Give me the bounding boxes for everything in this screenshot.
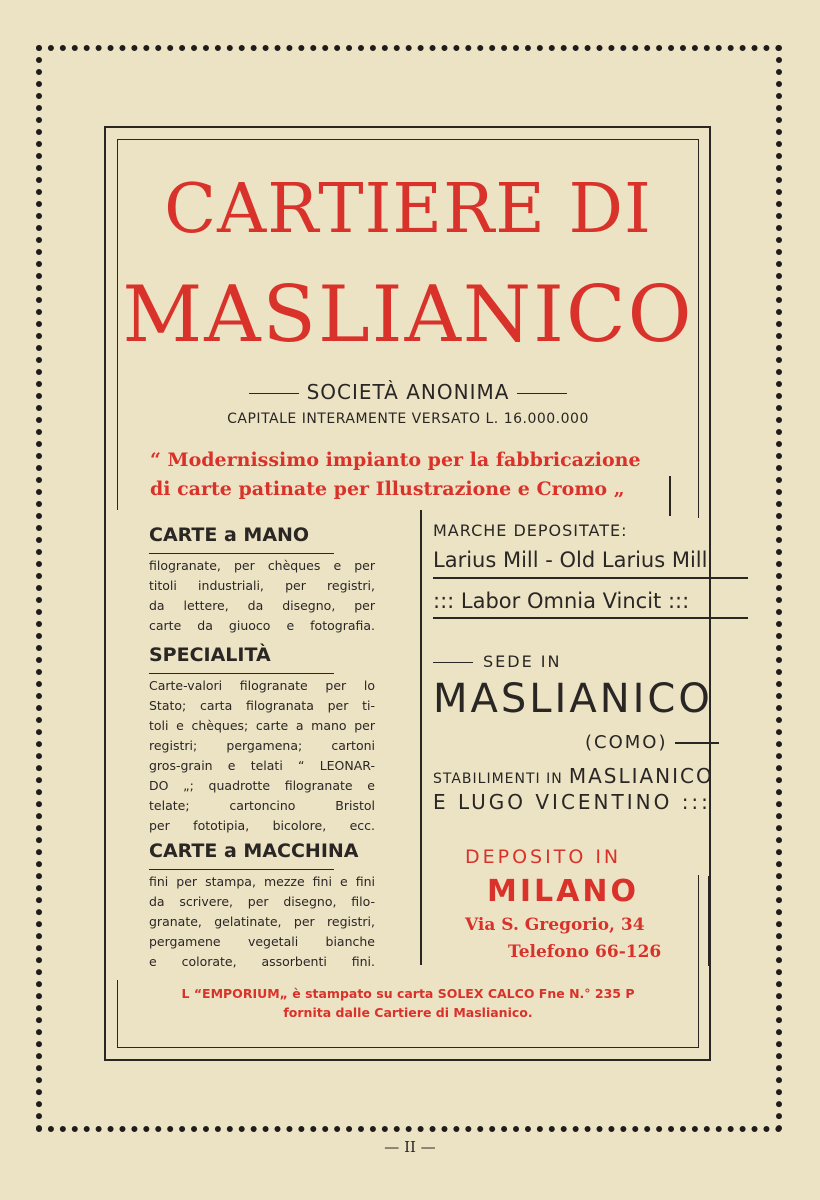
- section-line: per fototipia, bicolore, ecc.: [149, 818, 375, 833]
- depot-rule: [708, 876, 710, 966]
- province-dash: [675, 742, 719, 744]
- title-line-2: MASLIANICO: [122, 270, 694, 360]
- seat-province: (COMO): [585, 732, 719, 753]
- plants-line-2: E LUGO VICENTINO :::: [433, 790, 711, 814]
- plants-line-1: STABILIMENTI IN MASLIANICO: [433, 764, 714, 788]
- seat-dash: [433, 662, 473, 664]
- brand-rule-2: [433, 617, 748, 619]
- section-heading-specialita: SPECIALITÀ: [149, 644, 271, 666]
- brands-label: MARCHE DEPOSITATE:: [433, 521, 628, 540]
- section-line: telate; cartoncino Bristol: [149, 798, 375, 813]
- page-number: — II —: [384, 1138, 436, 1156]
- depot-address: Via S. Gregorio, 34: [465, 915, 645, 935]
- dash-right: [517, 393, 567, 395]
- seat-city: MASLIANICO: [433, 676, 713, 722]
- section-line: carte da giuoco e fotografia.: [149, 618, 375, 633]
- depot-label: DEPOSITO IN: [465, 846, 622, 868]
- section-line: filogranate, per chèques e per: [149, 558, 375, 573]
- frame-gap-left: [108, 510, 122, 980]
- section-line: fini per stampa, mezze fini e fini: [149, 874, 375, 889]
- column-divider: [420, 510, 422, 965]
- section-line: da scrivere, per disegno, filo-: [149, 894, 375, 909]
- section-line: Stato; carta filogranata per ti-: [149, 698, 375, 713]
- brand-line-1: Larius Mill - Old Larius Mill: [433, 548, 708, 572]
- slogan-line-2: di carte patinate per Illustrazione e Cromo „: [150, 478, 625, 500]
- section-line: toli e chèques; carte a mano per: [149, 718, 375, 733]
- capital-line: CAPITALE INTERAMENTE VERSATO L. 16.000.000: [227, 411, 589, 427]
- depot-phone: Telefono 66-126: [508, 942, 662, 962]
- section-line: e colorate, assorbenti fini.: [149, 954, 375, 969]
- section-heading-carte-a-macchina: CARTE a MACCHINA: [149, 840, 359, 862]
- section-line: pergamene vegetali bianche: [149, 934, 375, 949]
- depot-city: MILANO: [487, 874, 639, 909]
- section-line: registri; pergamena; cartoni: [149, 738, 375, 753]
- section-line: gros-grain e telati “ LEONAR-: [149, 758, 375, 773]
- section-line: Carte-valori filogranate per lo: [149, 678, 375, 693]
- section-line: granate, gelatinate, per registri,: [149, 914, 375, 929]
- section-line: titoli industriali, per registri,: [149, 578, 375, 593]
- section-line: da lettere, da disegno, per: [149, 598, 375, 613]
- slogan-line-1: “ Modernissimo impianto per la fabbricazione: [150, 449, 641, 471]
- section-line: DO „; quadrotte filogranate e: [149, 778, 375, 793]
- brand-rule-1: [433, 577, 748, 579]
- printing-note-1: L “EMPORIUM„ è stampato su carta SOLEX CALCO Fne N.° 235 P: [181, 986, 635, 1001]
- title-line-1: CARTIERE DI: [164, 170, 652, 249]
- dash-left: [249, 393, 299, 395]
- section-heading-carte-a-mano: CARTE a MANO: [149, 524, 310, 546]
- printing-note-2: fornita dalle Cartiere di Maslianico.: [283, 1005, 533, 1020]
- seat-label: SEDE IN: [433, 652, 561, 671]
- brand-line-2: ::: Labor Omnia Vincit :::: [433, 589, 690, 613]
- company-type: SOCIETÀ ANONIMA: [120, 380, 696, 404]
